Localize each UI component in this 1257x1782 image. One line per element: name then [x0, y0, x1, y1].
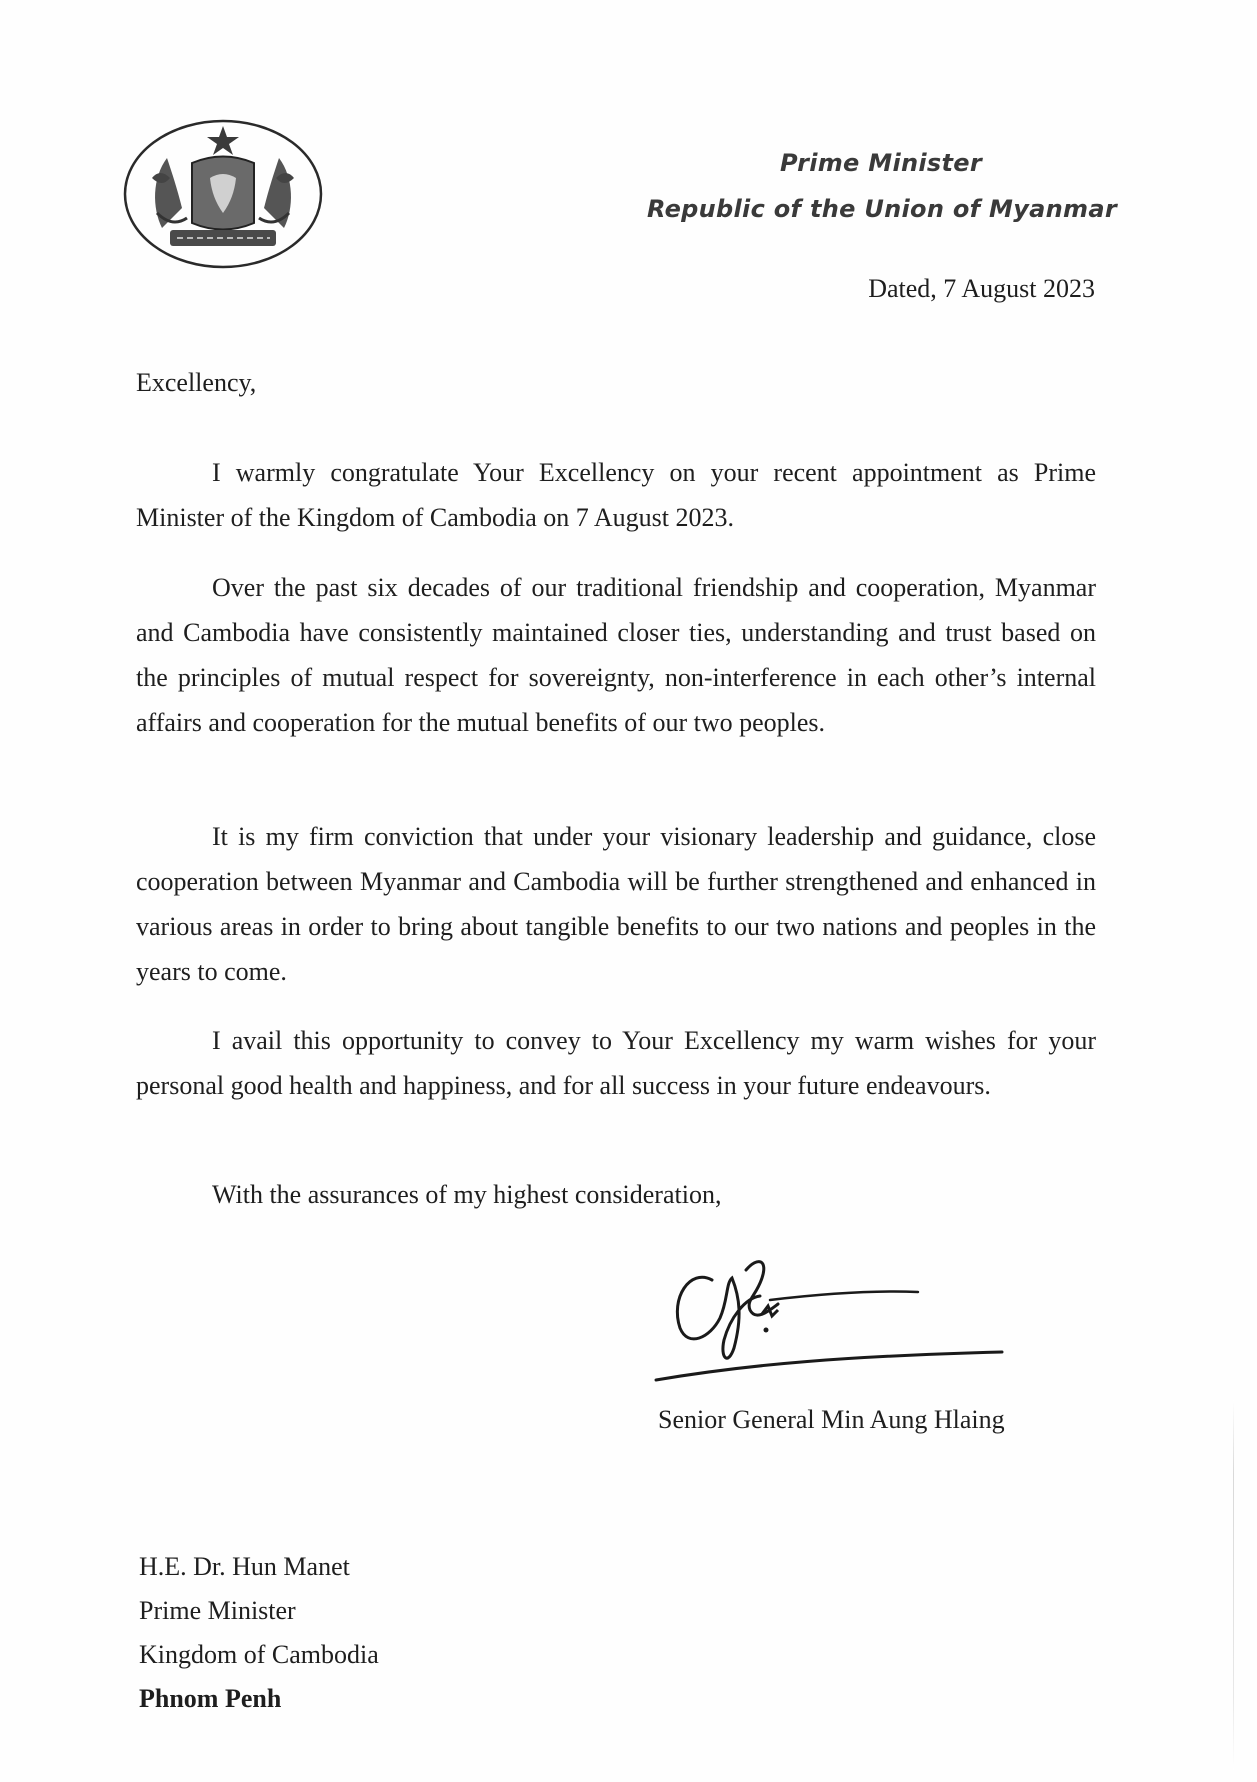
date-month-year: August 2023: [961, 274, 1095, 303]
date-day: 7: [943, 274, 957, 303]
scan-edge-mark: [1233, 1400, 1234, 1770]
date-prefix: Dated,: [868, 274, 937, 303]
letterhead: [557, 140, 1117, 232]
recipient-name: H.E. Dr. Hun Manet: [139, 1552, 350, 1581]
paragraph-wishes: I avail this opportunity to convey to Your Excellency my warm wishes for your personal good health and happiness, and for all success in your future endeavours.: [136, 1026, 1096, 1100]
signer-name: Senior General Min Aung Hlaing: [658, 1405, 1005, 1434]
recipient-city: Phnom Penh: [139, 1684, 282, 1713]
letterhead-title: Prime Minister: [779, 149, 982, 177]
paragraph-congratulation: I warmly congratulate Your Excellency on your recent appointment as Prime Minister of the Kingdom of Cambodia on 7 August 2023.: [136, 458, 1096, 532]
letter-date: [868, 274, 1095, 304]
paragraph-conviction: It is my firm conviction that under your visionary leadership and guidance, close cooperation between Myanmar and Cambodia will be further strengthened and enhanced in various areas in order to bring about tangible benefits to our two nations and peoples in the years to come.: [136, 822, 1096, 986]
recipient-position: Prime Minister: [139, 1596, 296, 1625]
recipient-block: [139, 1545, 379, 1721]
state-seal-icon: [122, 118, 324, 270]
recipient-country: Kingdom of Cambodia: [139, 1640, 379, 1669]
salutation: Excellency,: [136, 368, 257, 397]
letterhead-office: Republic of the Union of Myanmar: [647, 195, 1117, 223]
closing-line: With the assurances of my highest consideration,: [212, 1180, 722, 1209]
handwritten-signature-icon: [650, 1238, 1010, 1393]
paragraph-friendship: Over the past six decades of our traditional friendship and cooperation, Myanmar and Cambodia have consistently maintained closer ties, understanding and trust based on the principles of mutual respect for sovereignty, non-interference in each other’s internal affairs and cooperation for the mutual benefits of our two peoples.: [136, 573, 1096, 737]
